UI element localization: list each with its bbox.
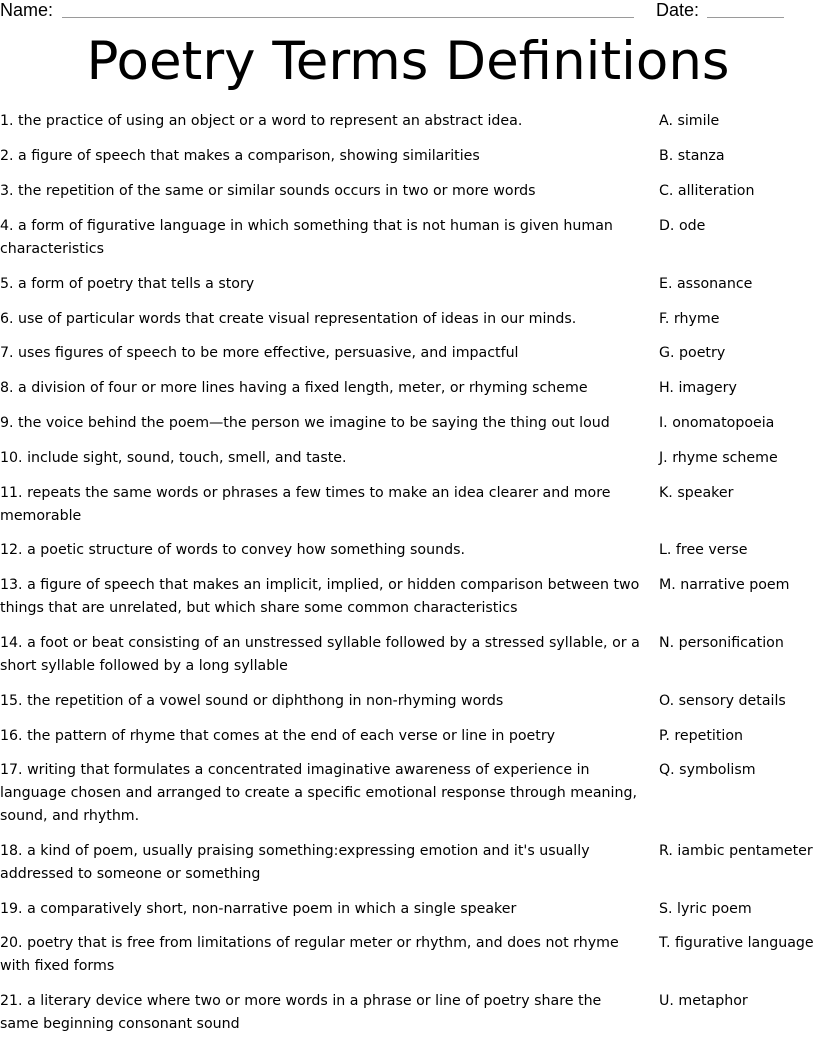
name-label: Name: — [0, 0, 54, 20]
answer-option: M. narrative poem — [659, 577, 790, 593]
answer-option: C. alliteration — [659, 183, 755, 199]
answer-option: F. rhyme — [659, 311, 720, 327]
clue-text: 4. a form of figurative language in which something that is not human is given human characteristics — [0, 218, 613, 257]
date-label: Date: — [656, 0, 700, 20]
page-title: Poetry Terms Definitions — [86, 31, 730, 92]
answer-option: L. free verse — [659, 542, 748, 558]
answer-option: J. rhyme scheme — [659, 450, 778, 466]
clue-text: 1. the practice of using an object or a word to represent an abstract idea. — [0, 113, 523, 129]
answer-option: O. sensory details — [659, 693, 786, 709]
clue-text: 2. a figure of speech that makes a comparison, showing similarities — [0, 148, 480, 164]
clue-text: 14. a foot or beat consisting of an unstressed syllable followed by a stressed syllable, or a short syllable followed by a long syllable — [0, 635, 640, 674]
clue-text: 10. include sight, sound, touch, smell, and taste. — [0, 450, 347, 466]
answer-option: S. lyric poem — [659, 901, 752, 917]
answer-option: N. personification — [659, 635, 784, 651]
answer-option: E. assonance — [659, 276, 753, 292]
clue-text: 18. a kind of poem, usually praising something:expressing emotion and it's usually addressed to someone or something — [0, 843, 590, 882]
answer-option: G. poetry — [659, 345, 726, 361]
answer-option: R. iambic pentameter — [659, 843, 813, 859]
answer-option: A. simile — [659, 113, 720, 129]
clue-text: 8. a division of four or more lines having a fixed length, meter, or rhyming scheme — [0, 380, 588, 396]
clue-text: 16. the pattern of rhyme that comes at the end of each verse or line in poetry — [0, 728, 556, 744]
clue-text: 20. poetry that is free from limitations of regular meter or rhythm, and does not rhyme with fixed forms — [0, 935, 619, 974]
clue-text: 15. the repetition of a vowel sound or diphthong in non-rhyming words — [0, 693, 504, 709]
clue-text: 13. a figure of speech that makes an implicit, implied, or hidden comparison between two things that are unrelated, but which share some common characteristics — [0, 577, 640, 616]
clue-text: 12. a poetic structure of words to convey how something sounds. — [0, 542, 465, 558]
clue-text: 17. writing that formulates a concentrated imaginative awareness of experience in language chosen and arranged to create a specific emotional response through meaning, sound, and rhythm. — [0, 762, 637, 824]
answer-option: P. repetition — [659, 728, 744, 744]
answer-option: T. figurative language — [659, 935, 814, 951]
clue-text: 6. use of particular words that create visual representation of ideas in our minds. — [0, 311, 577, 327]
answer-option: U. metaphor — [659, 993, 748, 1009]
answer-option: I. onomatopoeia — [659, 415, 775, 431]
clue-text: 21. a literary device where two or more words in a phrase or line of poetry share the same beginning consonant sound — [0, 993, 602, 1032]
clue-text: 7. uses figures of speech to be more effective, persuasive, and impactful — [0, 345, 519, 361]
clue-text: 5. a form of poetry that tells a story — [0, 276, 255, 292]
clue-text: 9. the voice behind the poem—the person we imagine to be saying the thing out loud — [0, 415, 610, 431]
answer-option: B. stanza — [659, 148, 725, 164]
clue-text: 19. a comparatively short, non-narrative poem in which a single speaker — [0, 901, 517, 917]
clue-text: 3. the repetition of the same or similar sounds occurs in two or more words — [0, 183, 536, 199]
answer-option: Q. symbolism — [659, 762, 756, 778]
clue-text: 11. repeats the same words or phrases a few times to make an idea clearer and more memorable — [0, 485, 611, 524]
answer-option: H. imagery — [659, 380, 737, 396]
answer-option: D. ode — [659, 218, 706, 234]
answer-option: K. speaker — [659, 485, 734, 501]
